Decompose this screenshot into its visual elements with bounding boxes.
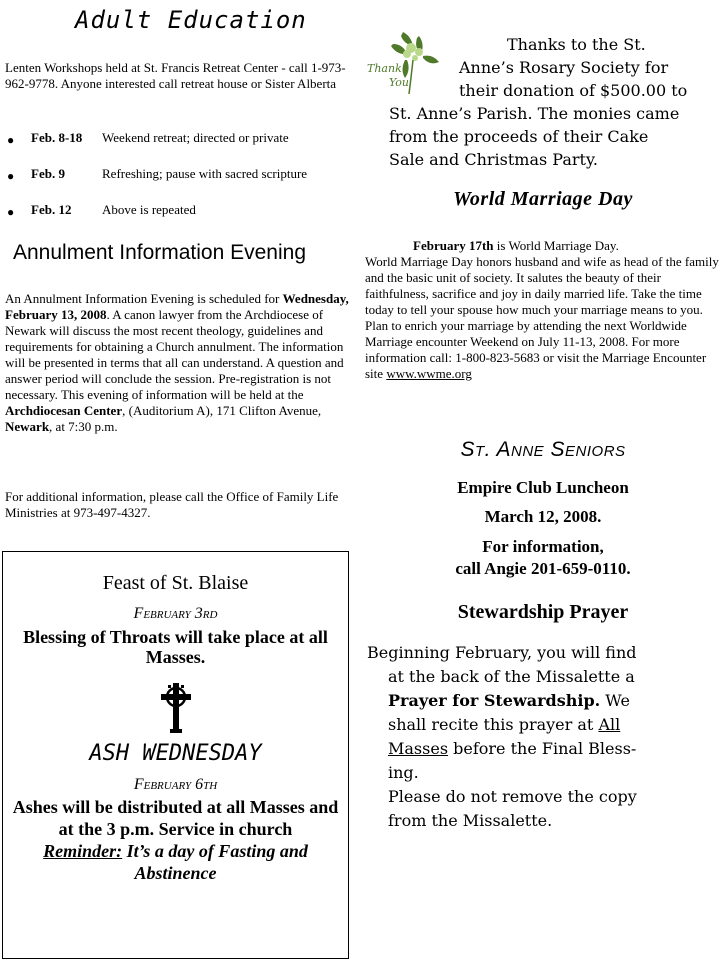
item-date: Feb. 9 [31, 166, 65, 181]
stewardship-text: Beginning February, you will find at the back of the Missalette a Prayer for Stewardship. We shall recite this prayer at All Masses before the Final Bless- ing. Please do not remove the copy from the Missalette. [367, 643, 637, 830]
cross-icon [159, 681, 193, 735]
bullet-icon: ● [7, 133, 15, 147]
feast-date: February 3rd [133, 605, 218, 622]
seniors-line-3: For information, [482, 537, 604, 556]
annulment-paragraph: An Annulment Information Evening is scheduled for Wednesday, February 13, 2008. A canon lawyer from the Archdiocese of Newark will discuss the most recent theology, guidelines and requirements for obtaining a Church annulment. The information will be presented in terms that all can understand. A question and answer period will conclude the session. Pre-registration is not necessary. This evening of information will be held at the Archdiocesan Center, (Auditorium A), 171 Clifton Avenue, Newark, at 7:30 p.m. [5, 291, 349, 434]
item-date: Feb. 8-18 [31, 130, 83, 145]
seniors-title: St. Anne Seniors [460, 438, 626, 461]
world-marriage-day-text: February 17th is World Marriage Day. World Marriage Day honors husband and wife as head of the family and the basic unit of society. It salutes the beauty of their faithfulness, sacrifice and joy in daily married life. Take the time today to tell your spouse how much your marriage means to you. Plan to enrich your marriage by attending the next Worldwide Marriage encounter Weekend on July 11-13, 2008. For more information call: 1-800-823-5683 or visit the Marriage Encounter site www.wwme.org [365, 238, 719, 381]
svg-text:You: You [389, 76, 410, 89]
list-item [5, 130, 355, 166]
feast-box [2, 551, 349, 959]
item-desc: Refreshing; pause with sacred scripture [102, 166, 308, 181]
bullet-icon: ● [7, 205, 15, 219]
blessing-text: Blessing of Throats will take place at all Masses. [23, 627, 328, 667]
annulment-title: Annulment Information Evening [13, 241, 307, 264]
ashes-text: Ashes will be distributed at all Masses and at the 3 p.m. Service in church [12, 797, 339, 839]
adult-education-intro: Lenten Workshops held at St. Francis Retreat Center - call 1-973-962-9778. Anyone interested call retreat house or Sister Alberta [5, 60, 346, 91]
item-desc: Weekend retreat; directed or private [102, 130, 289, 145]
list-item [5, 166, 355, 202]
adult-education-title: Adult Education [75, 6, 307, 34]
thanks-text: Thanks to the St. Anne’s Rosary Society for their donation of $500.00 to St. Anne’s Parish. The monies came from the proceeds of their Cake Sale and Christmas Party. [389, 35, 688, 169]
reminder-text: Reminder: It’s a day of Fasting and Abstinence [43, 841, 308, 883]
seniors-line-2: March 12, 2008. [484, 507, 602, 526]
workshop-list [5, 130, 355, 238]
feast-title: Feast of St. Blaise [102, 572, 249, 594]
list-item [5, 202, 355, 238]
item-desc: Above is repeated [102, 202, 196, 217]
bullet-icon: ● [7, 169, 15, 183]
stewardship-title: Stewardship Prayer [457, 601, 629, 623]
item-date: Feb. 12 [31, 202, 72, 217]
seniors-line-1: Empire Club Luncheon [457, 478, 629, 497]
thank-you-script: Thank [367, 62, 402, 75]
seniors-line-4: call Angie 201-659-0110. [455, 559, 631, 578]
annulment-contact: For additional information, please call the Office of Family Life Ministries at 973-497-4327. [5, 489, 339, 520]
ash-wednesday-date: February 6th [133, 776, 218, 793]
ash-wednesday-title: ASH WEDNESDAY [89, 741, 262, 766]
world-marriage-day-title: World Marriage Day [453, 188, 633, 210]
marriage-encounter-link[interactable]: www.wwme.org [386, 366, 472, 381]
